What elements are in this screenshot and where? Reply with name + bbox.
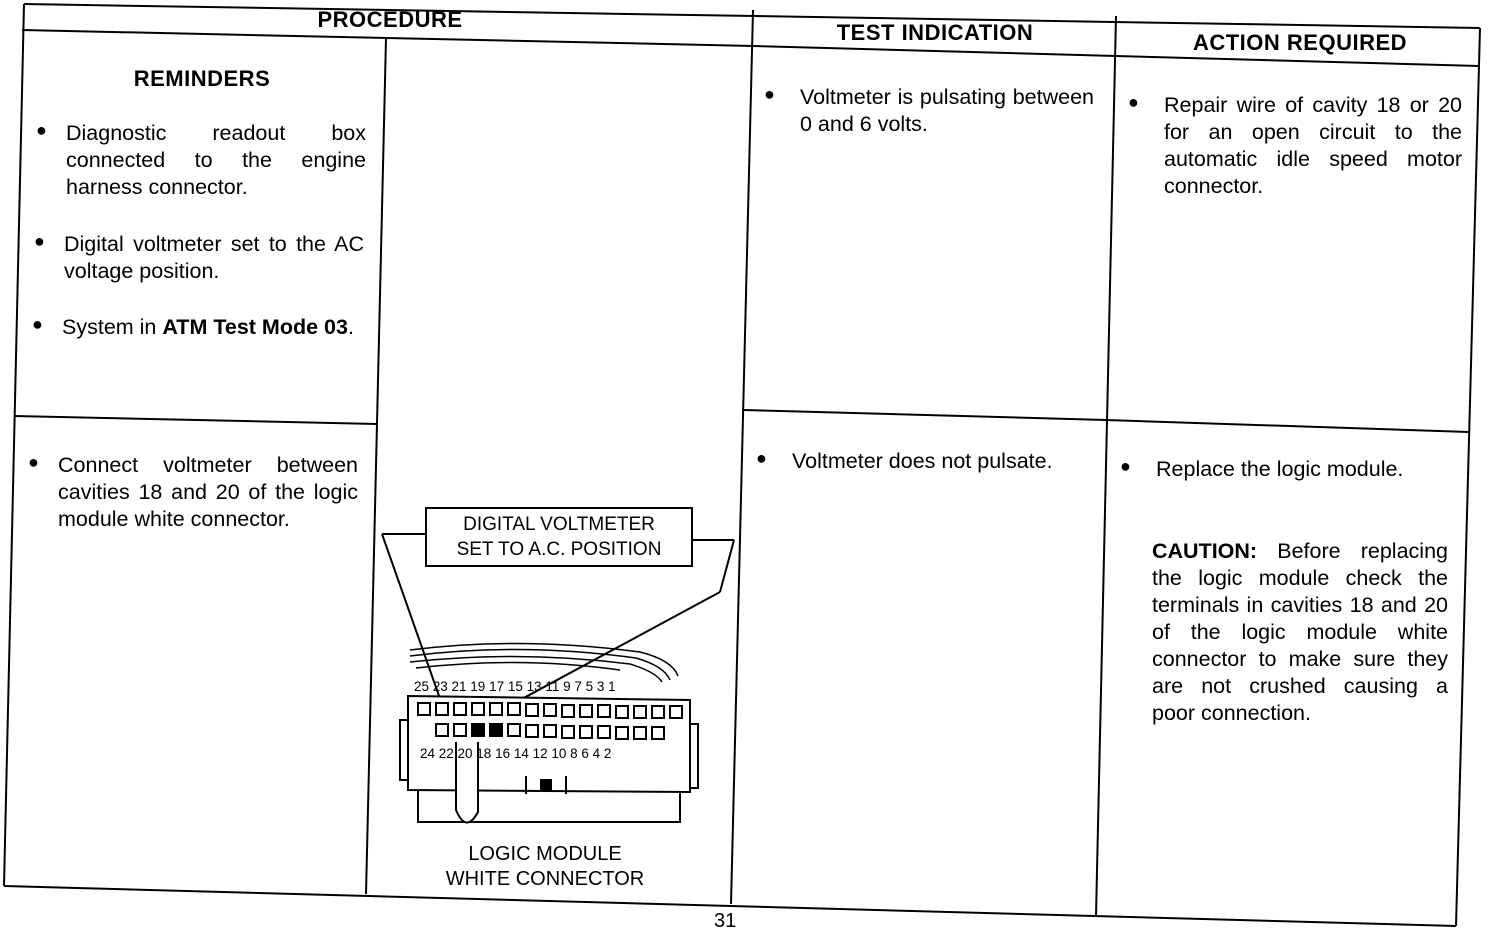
window-marker <box>540 779 552 791</box>
header-test-indication: TEST INDICATION <box>836 20 1034 45</box>
header-procedure: PROCEDURE <box>317 7 463 32</box>
bullet-icon: ● <box>36 120 47 140</box>
bullet-icon: ● <box>34 231 45 251</box>
bullet-icon: ● <box>32 314 43 334</box>
page-number: 31 <box>714 910 737 932</box>
callout-text: DIGITAL VOLTMETER SET TO A.C. POSITION <box>456 514 662 560</box>
procedure-step: ● Connect voltmeter between cavities 18 and 20 of the logic module white connector. <box>28 452 358 531</box>
bullet-icon: ● <box>1128 92 1139 112</box>
reminder-item-1: ● Diagnostic readout box connected to the engine harness connector. <box>36 120 366 199</box>
action-required-row1: ● Repair wire of cavity 18 or 20 for an open circuit to the automatic idle speed motor connector. <box>1128 92 1462 198</box>
top-cavity-numbers: 25 23 21 19 17 15 13 11 9 7 5 3 1 <box>414 679 616 694</box>
diagram-caption: LOGIC MODULE WHITE CONNECTOR <box>445 843 645 890</box>
reminders-title: REMINDERS <box>133 66 271 91</box>
top-cavity-row <box>418 703 682 718</box>
action-required-row2: ● Replace the logic module. <box>1120 456 1404 481</box>
bullet-icon: ● <box>764 84 775 104</box>
reminder-item-3: ● System in ATM Test Mode 03. <box>32 314 354 339</box>
header-action-required: ACTION REQUIRED <box>1192 30 1408 55</box>
bullet-icon: ● <box>756 448 767 468</box>
caution-note: CAUTION: Before replacing the logic module check the terminals in cavities 18 and 20 of the logic module white connector to make sure they are not crushed causing a poor connection. <box>1152 539 1448 725</box>
test-indication-row1: ● Voltmeter is pulsating between 0 and 6 volts. <box>764 84 1094 136</box>
test-indication-row2: ● Voltmeter does not pulsate. <box>756 448 1053 473</box>
bottom-cavity-numbers: 24 22 20 18 16 14 12 10 8 6 4 2 <box>420 746 612 761</box>
bullet-icon: ● <box>1120 456 1131 476</box>
bullet-icon: ● <box>28 452 39 472</box>
reminder-item-2: ● Digital voltmeter set to the AC voltage position. <box>34 231 364 283</box>
